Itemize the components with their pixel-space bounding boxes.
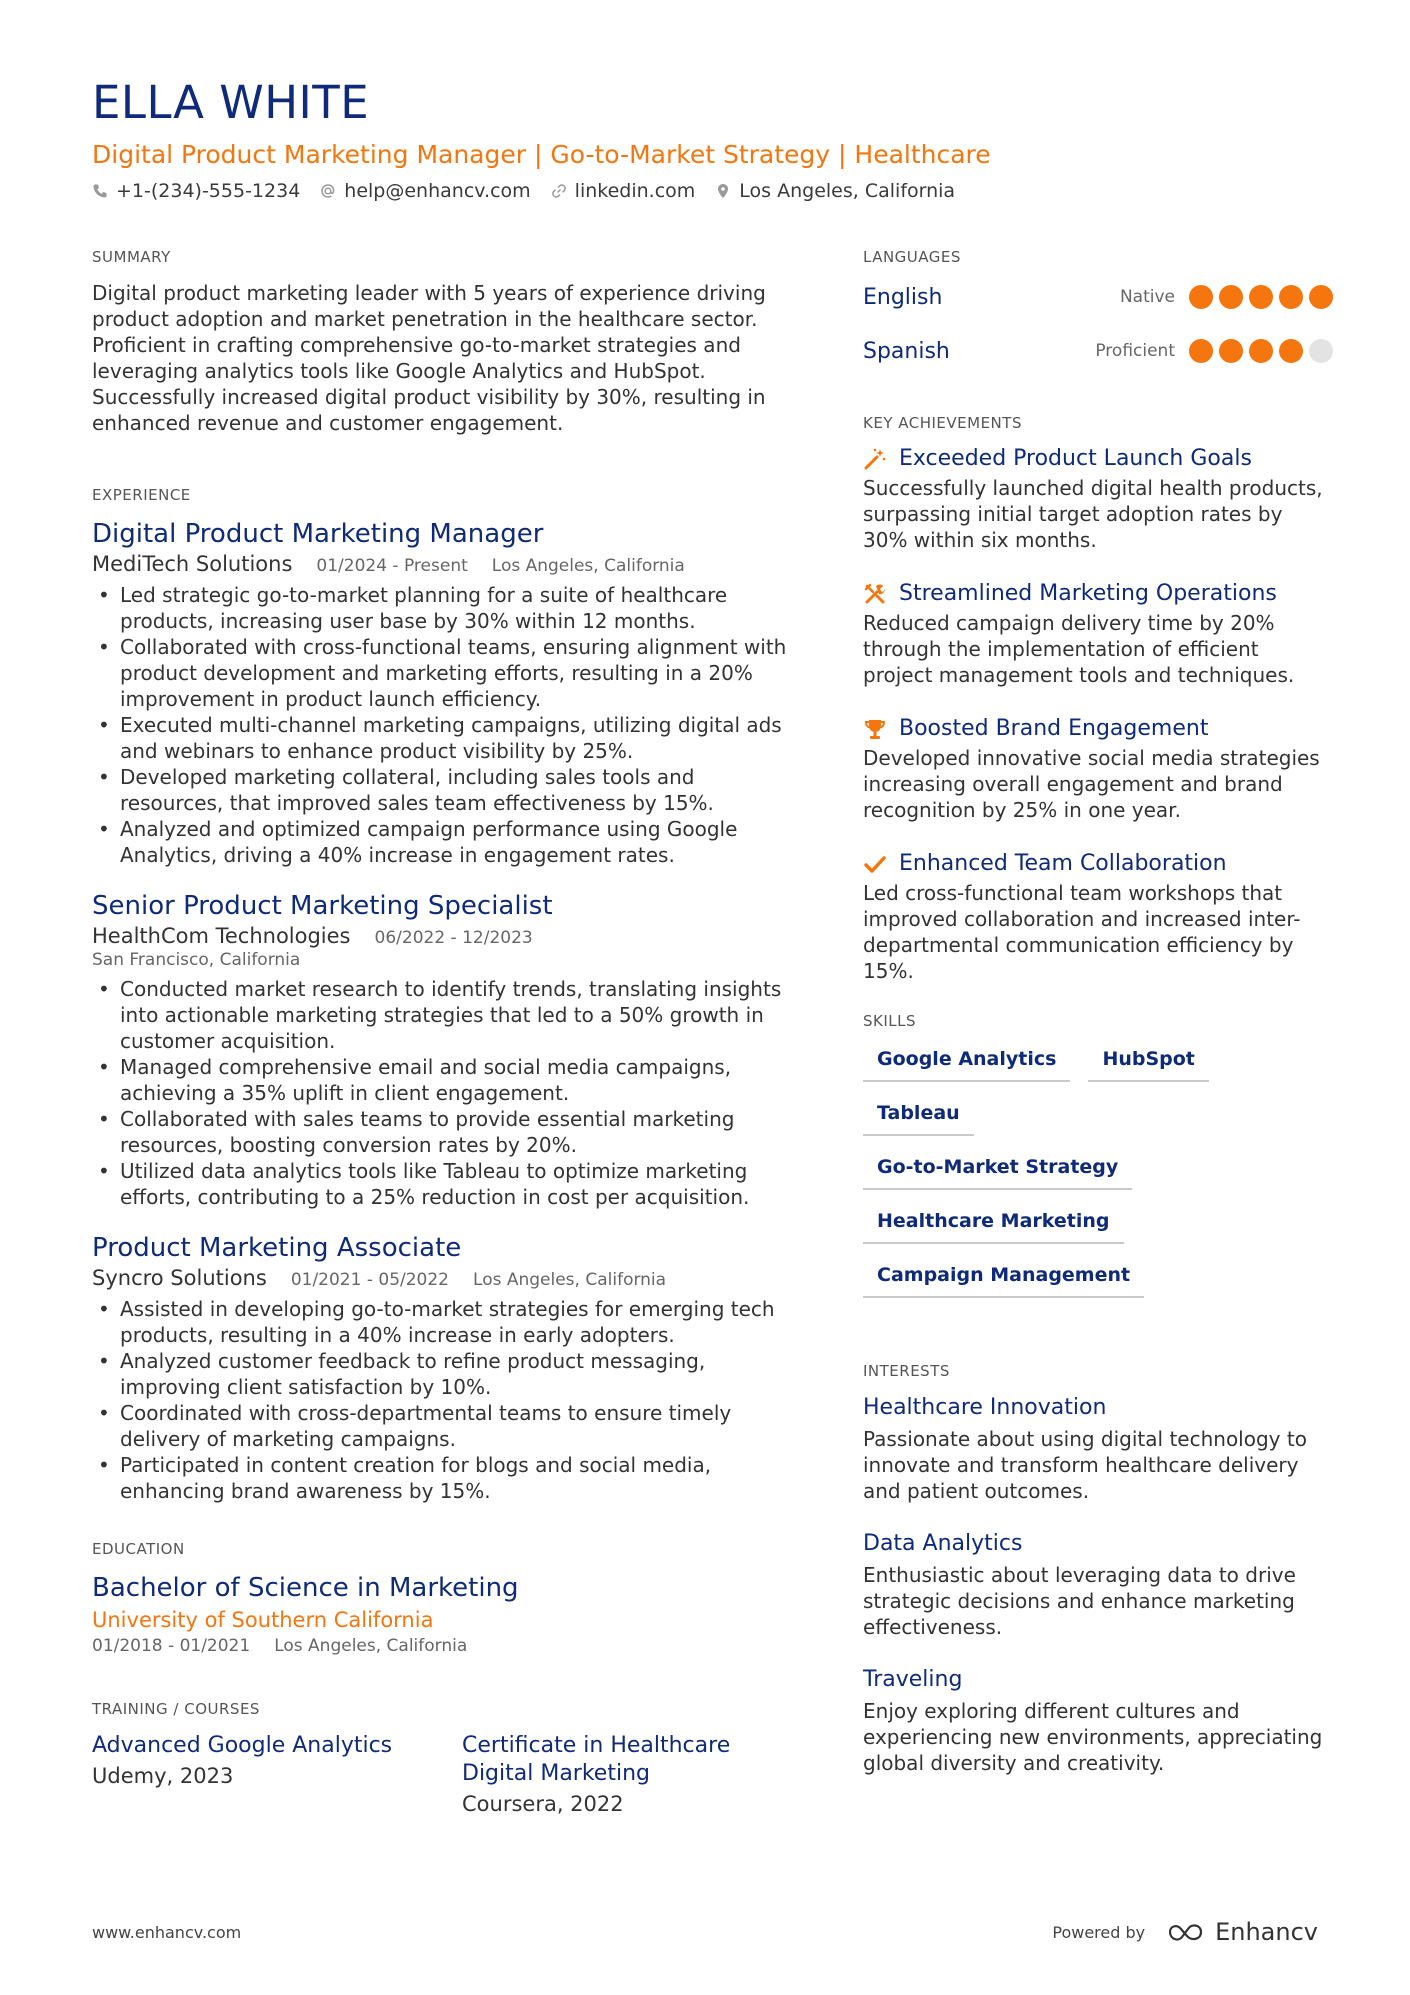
skill-tag: Campaign Management: [863, 1256, 1144, 1298]
degree-title: Bachelor of Science in Marketing: [92, 1573, 519, 1603]
achievement-header: [863, 581, 1333, 606]
job-bullet: • Coordinated with cross-departmental teams to ensure timely delivery of marketing campaigns.: [92, 1400, 792, 1452]
interests-section: [863, 1362, 1333, 1776]
interests-heading: INTERESTS: [863, 1362, 950, 1380]
job-bullets: [92, 1296, 792, 1504]
job-bullet: • Managed comprehensive email and social media campaigns, achieving a 35% uplift in client engagement.: [92, 1054, 792, 1106]
job-dates: 01/2024 - Present: [316, 556, 468, 576]
course-item: [462, 1732, 792, 1816]
link-icon: [551, 183, 567, 199]
rating-dot-filled: [1279, 285, 1303, 309]
experience-item: [92, 518, 792, 868]
job-location: Los Angeles, California: [491, 556, 685, 576]
contact-location: [715, 180, 955, 202]
education-meta: [92, 1636, 792, 1656]
job-bullet: • Participated in content creation for blogs and social media, enhancing brand awareness by 15%.: [92, 1452, 792, 1504]
job-bullet: • Executed multi-channel marketing campaigns, utilizing digital ads and webinars to enhance product visibility by 25%.: [92, 712, 792, 764]
achievement-item: [863, 851, 1333, 984]
achievement-item: [863, 446, 1333, 553]
job-dates: 06/2022 - 12/2023: [374, 928, 533, 948]
enhancv-logo-icon: [1167, 1921, 1207, 1943]
skill-tag: Healthcare Marketing: [863, 1202, 1124, 1244]
job-bullet: • Developed marketing collateral, including sales tools and resources, that improved sales team effectiveness by 15%.: [92, 764, 792, 816]
skill-tag: Tableau: [863, 1094, 974, 1136]
interest-title: Traveling: [863, 1667, 963, 1692]
education-dates: 01/2018 - 01/2021: [92, 1636, 251, 1656]
course-provider: Coursera, 2022: [462, 1792, 624, 1816]
education-heading: EDUCATION: [92, 1540, 185, 1558]
achievement-title: Boosted Brand Engagement: [899, 716, 1209, 741]
job-company: MediTech Solutions: [92, 552, 293, 576]
at-icon: [320, 183, 336, 199]
job-meta: [92, 924, 792, 948]
language-level: Proficient: [1095, 341, 1175, 361]
job-meta: [92, 1266, 792, 1290]
location-pin-icon: [715, 183, 731, 199]
achievement-description: Successfully launched digital health products, surpassing initial target adoption rates by 30% within six months.: [863, 476, 1323, 552]
summary-heading: SUMMARY: [92, 248, 171, 266]
interest-item: [863, 1394, 1333, 1504]
language-rating: [1189, 285, 1333, 309]
candidate-headline: Digital Product Marketing Manager | Go-to-Market Strategy | Healthcare: [92, 139, 991, 169]
page-footer: [92, 1918, 1318, 1946]
achievement-description: Developed innovative social media strategies increasing overall engagement and brand recognition by 25% in one year.: [863, 746, 1320, 822]
job-bullet: • Utilized data analytics tools like Tableau to optimize marketing efforts, contributing to a 25% reduction in cost per acquisition.: [92, 1158, 792, 1210]
job-bullet: • Collaborated with sales teams to provide essential marketing resources, boosting conversion rates by 20%.: [92, 1106, 792, 1158]
rating-dot-filled: [1219, 285, 1243, 309]
training-section: [92, 1700, 792, 1816]
experience-heading: EXPERIENCE: [92, 486, 191, 504]
language-item: [863, 270, 1333, 324]
achievement-description: Led cross-functional team workshops that improved collaboration and increased inter-departmental communication efficiency by 15%.: [863, 881, 1301, 983]
interest-title: Healthcare Innovation: [863, 1395, 1107, 1420]
brand-name: Enhancv: [1215, 1918, 1318, 1946]
contact-location-text: Los Angeles, California: [739, 179, 956, 202]
powered-by: [1052, 1918, 1318, 1946]
education-location: Los Angeles, California: [274, 1636, 468, 1656]
resume-header: [92, 78, 1332, 202]
course-title: Advanced Google Analytics: [92, 1733, 393, 1758]
rating-dot-filled: [1249, 285, 1273, 309]
training-heading: TRAINING / COURSES: [92, 1700, 260, 1718]
achievement-title: Enhanced Team Collaboration: [899, 851, 1227, 876]
course-list: [92, 1732, 792, 1816]
school-name: University of Southern California: [92, 1608, 434, 1632]
language-rating: [1189, 339, 1333, 363]
magic-wand-icon: [863, 447, 887, 471]
job-company: Syncro Solutions: [92, 1266, 267, 1290]
languages-section: [863, 248, 1333, 378]
job-bullet: • Analyzed and optimized campaign performance using Google Analytics, driving a 40% increase in engagement rates.: [92, 816, 792, 868]
language-name: English: [863, 284, 943, 310]
interest-description: Enjoy exploring different cultures and experiencing new environments, appreciating global diversity and creativity.: [863, 1699, 1323, 1775]
job-dates: 01/2021 - 05/2022: [290, 1270, 450, 1290]
job-title: Digital Product Marketing Manager: [92, 519, 544, 549]
achievement-item: [863, 716, 1333, 823]
course-item: [92, 1732, 422, 1816]
job-bullet: • Led strategic go-to-market planning for a suite of healthcare products, increasing user base by 30% within 12 months.: [92, 582, 792, 634]
candidate-name: ELLA WHITE: [92, 76, 370, 129]
job-company: HealthCom Technologies: [92, 924, 351, 948]
contact-phone-text: +1-(234)-555-1234: [116, 179, 301, 202]
job-meta: [92, 552, 792, 576]
contact-email-text: help@enhancv.com: [344, 179, 531, 202]
rating-dot-filled: [1219, 339, 1243, 363]
rating-dot-filled: [1189, 339, 1213, 363]
course-title: Certificate in Healthcare Digital Marketing: [462, 1733, 731, 1786]
achievements-section: [863, 414, 1333, 984]
experience-item: [92, 890, 792, 1210]
achievement-header: [863, 851, 1333, 876]
achievement-header: [863, 716, 1333, 741]
checkmark-icon: [863, 852, 887, 876]
achievement-item: [863, 581, 1333, 688]
contact-phone: [92, 180, 300, 202]
summary-section: [92, 248, 792, 436]
powered-by-label: Powered by: [1052, 1922, 1146, 1942]
skills-section: [863, 1012, 1333, 1298]
tools-icon: [863, 582, 887, 606]
skill-tag: Go-to-Market Strategy: [863, 1148, 1132, 1190]
rating-dot-filled: [1279, 339, 1303, 363]
contact-email[interactable]: [320, 180, 530, 202]
skill-tag: Google Analytics: [863, 1040, 1070, 1082]
rating-dot-filled: [1249, 339, 1273, 363]
achievements-heading: KEY ACHIEVEMENTS: [863, 414, 1022, 432]
phone-icon: [92, 183, 108, 199]
interest-description: Passionate about using digital technology to innovate and transform healthcare delivery and patient outcomes.: [863, 1427, 1307, 1503]
rating-dot-filled: [1309, 285, 1333, 309]
interest-title: Data Analytics: [863, 1531, 1023, 1556]
language-level: Native: [1119, 287, 1175, 307]
footer-url[interactable]: www.enhancv.com: [92, 1922, 242, 1942]
job-bullets: [92, 976, 792, 1210]
job-title: Product Marketing Associate: [92, 1233, 462, 1263]
contact-row: [92, 180, 1332, 202]
job-title: Senior Product Marketing Specialist: [92, 891, 553, 921]
job-bullet: • Conducted market research to identify trends, translating insights into actionable marketing strategies that led to a 50% growth in customer acquisition.: [92, 976, 792, 1054]
language-name: Spanish: [863, 338, 950, 364]
right-column: [863, 248, 1333, 1802]
left-column: [92, 248, 792, 1816]
rating-dot-empty: [1309, 339, 1333, 363]
achievement-description: Reduced campaign delivery time by 20% through the implementation of efficient project management tools and techniques.: [863, 611, 1295, 687]
course-provider: Udemy, 2023: [92, 1764, 234, 1788]
achievement-title: Exceeded Product Launch Goals: [899, 446, 1252, 471]
contact-linkedin[interactable]: [551, 180, 696, 202]
contact-linkedin-text: linkedin.com: [574, 179, 696, 202]
job-location: San Francisco, California: [92, 950, 301, 970]
summary-text: Digital product marketing leader with 5 years of experience driving product adoption and market penetration in the healthcare sector. Proficient in crafting comprehensive go-to-market strategies and leveraging analytics tools like Google Analytics and HubSpot. Successfully increased digital product visibility by 30%, resulting in enhanced revenue and customer engagement.: [92, 281, 766, 435]
skill-tag: HubSpot: [1088, 1040, 1208, 1082]
skills-heading: SKILLS: [863, 1012, 917, 1030]
experience-section: [92, 486, 792, 1504]
education-section: [92, 1540, 792, 1656]
language-item: [863, 324, 1333, 378]
achievement-header: [863, 446, 1333, 471]
job-bullet: • Analyzed customer feedback to refine product messaging, improving client satisfaction by 10%.: [92, 1348, 792, 1400]
job-bullet: • Assisted in developing go-to-market strategies for emerging tech products, resulting in a 40% increase in early adopters.: [92, 1296, 792, 1348]
experience-item: [92, 1232, 792, 1504]
achievement-title: Streamlined Marketing Operations: [899, 581, 1277, 606]
brand-logo[interactable]: [1167, 1918, 1318, 1946]
job-bullets: [92, 582, 792, 868]
interest-description: Enthusiastic about leveraging data to drive strategic decisions and enhance marketing effectiveness.: [863, 1563, 1296, 1639]
interest-item: [863, 1530, 1333, 1640]
skill-list: [863, 1040, 1333, 1298]
job-bullet: • Collaborated with cross-functional teams, ensuring alignment with product development and marketing efforts, resulting in a 20% improvement in product launch efficiency.: [92, 634, 792, 712]
trophy-icon: [863, 717, 887, 741]
languages-heading: LANGUAGES: [863, 248, 961, 266]
rating-dot-filled: [1189, 285, 1213, 309]
interest-item: [863, 1666, 1333, 1776]
job-location: Los Angeles, California: [473, 1270, 667, 1290]
